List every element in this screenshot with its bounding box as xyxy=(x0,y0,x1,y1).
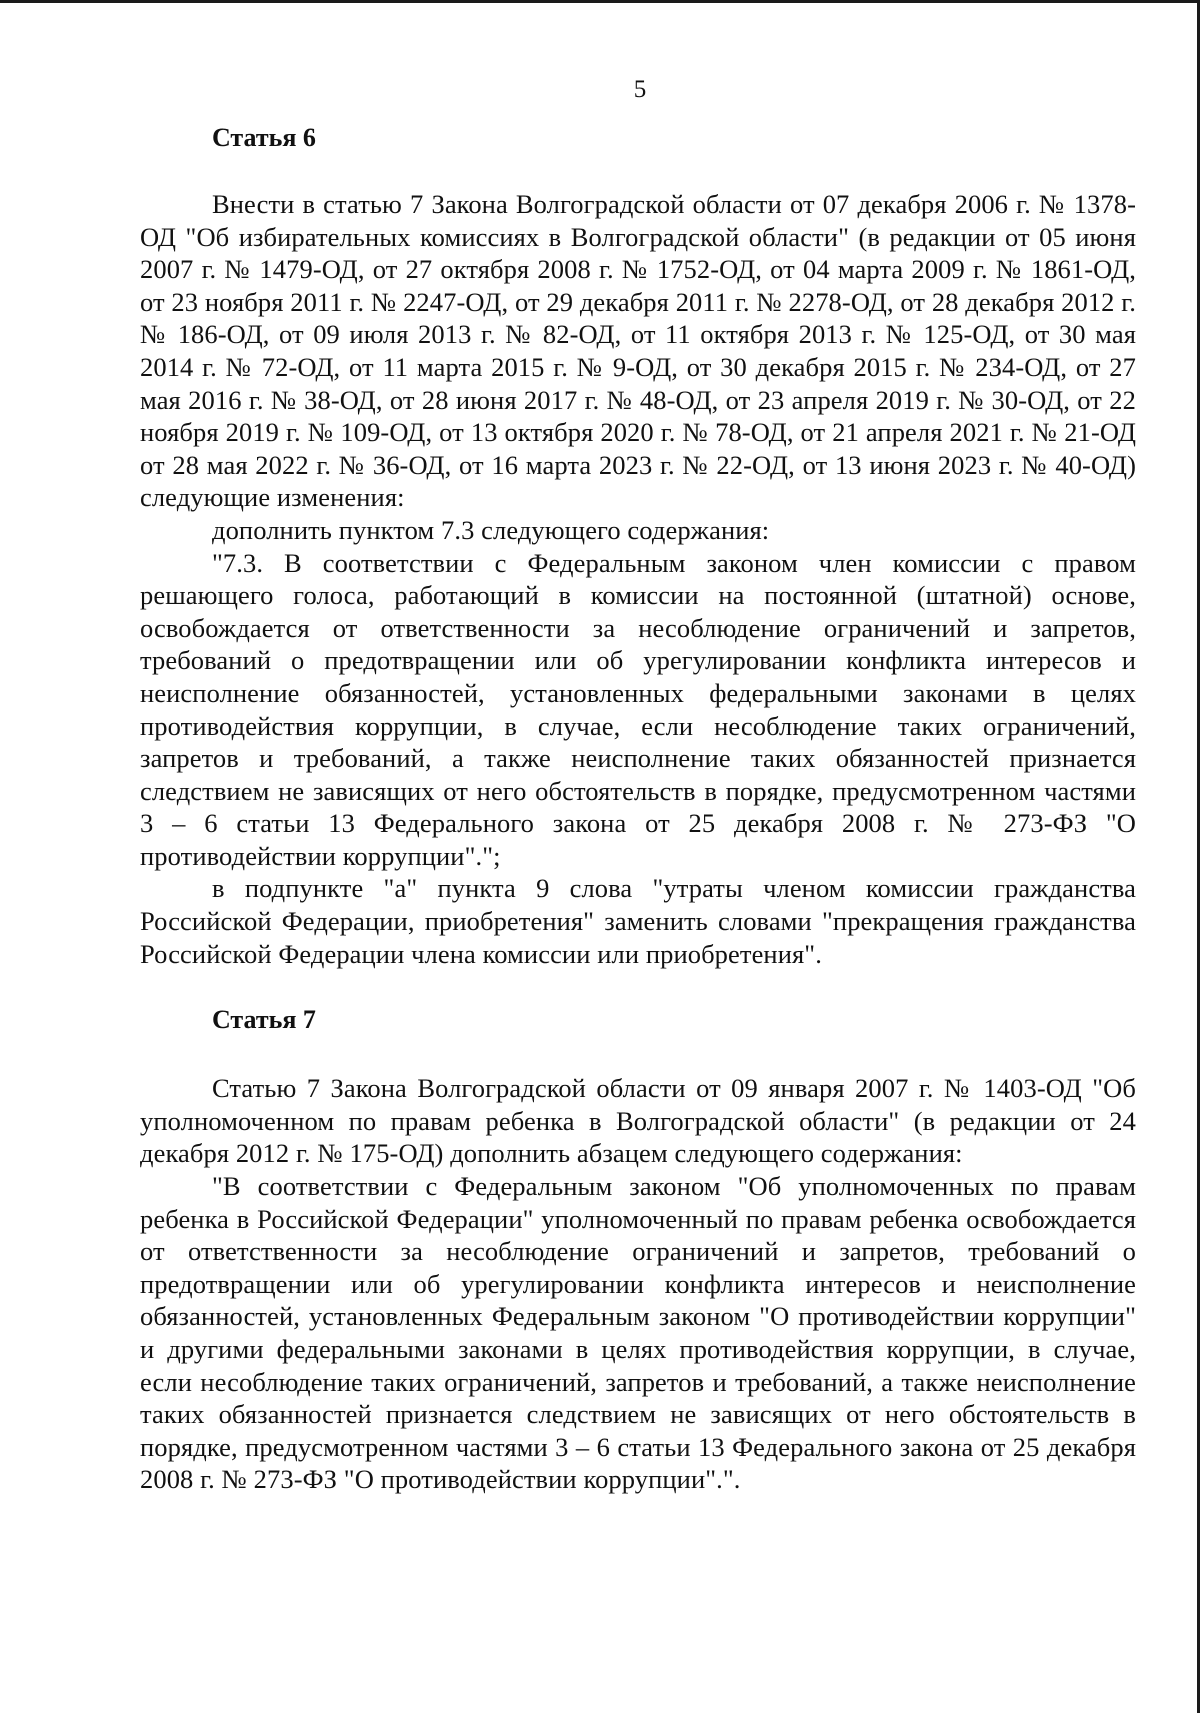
article-7-paragraph: Статью 7 Закона Волгоградской области от 09 января 2007 г. № 1403-ОД "Об уполномоченном по правам ребенка в Волгоградской области" (в редакции от 24 декабря 2012 г. № 175-ОД) дополнить абзацем следующего содержания: xyxy=(140,1073,1136,1169)
scan-edge-top xyxy=(0,0,1200,3)
article-6-paragraph: "7.3. В соответствии с Федеральным законом член комиссии с правом решающего голоса, работающий в комиссии на постоянной (штатной) основе, освобождается от ответственности за несоблюдение ограничений и запретов, требований о предотвращении или об урегулировании конфликта интересов и неисполнение обязанностей, установленных федеральными законами в целях противодействия коррупции, в случае, если несоблюдение таких ограничений, запретов и требований, а также неисполнение таких обязанностей признается следствием не зависящих от него обстоятельств в порядке, предусмотренном частями 3 – 6 статьи 13 Федерального закона от 25 декабря 2008 г. № 273-ФЗ "О противодействии коррупции"."; xyxy=(140,547,1136,871)
article-6-paragraph: дополнить пунктом 7.3 следующего содержания: xyxy=(212,514,770,545)
document-body xyxy=(140,112,1136,1496)
article-6-paragraph: в подпункте "а" пункта 9 слова "утраты членом комиссии гражданства Российской Федерации, приобретения" заменить словами "прекращения гражданства Российской Федерации члена комиссии или приобретения". xyxy=(140,873,1136,969)
article-7-paragraph: "В соответствии с Федеральным законом "Об уполномоченных по правам ребенка в Российской Федерации" уполномоченный по правам ребенка освобождается от ответственности за несоблюдение ограничений и запретов, требований о предотвращении или об урегулировании конфликта интересов и неисполнение обязанностей, установленных Федеральным законом "О противодействии коррупции" и другими федеральными законами в целях противодействия коррупции, в случае, если несоблюдение таких ограничений, запретов и требований, а также неисполнение таких обязанностей признается следствием не зависящих от него обстоятельств в порядке, предусмотренном частями 3 – 6 статьи 13 Федерального закона от 25 декабря 2008 г. № 273-ФЗ "О противодействии коррупции".". xyxy=(140,1171,1136,1495)
page-number: 5 xyxy=(633,76,647,103)
article-6-heading: Статья 6 xyxy=(212,123,316,152)
article-7-heading: Статья 7 xyxy=(212,1005,316,1035)
article-6-paragraph: Внести в статью 7 Закона Волгоградской области от 07 декабря 2006 г. № 1378-ОД "Об избирательных комиссиях в Волгоградской области" (в редакции от 05 июня 2007 г. № 1479-ОД, от 27 октября 2008 г. № 1752-ОД, от 04 марта 2009 г. № 1861-ОД, от 23 ноября 2011 г. № 2247-ОД, от 29 декабря 2011 г. № 2278-ОД, от 28 декабря 2012 г. № 186-ОД, от 09 июля 2013 г. № 82-ОД, от 11 октября 2013 г. № 125-ОД, от 30 мая 2014 г. № 72-ОД, от 11 марта 2015 г. № 9-ОД, от 30 декабря 2015 г. № 234-ОД, от 27 мая 2016 г. № 38-ОД, от 28 июня 2017 г. № 48-ОД, от 23 апреля 2019 г. № 30-ОД, от 22 ноября 2019 г. № 109-ОД, от 13 октября 2020 г. № 78-ОД, от 21 апреля 2021 г. № 21-ОД от 28 мая 2022 г. № 36-ОД, от 16 марта 2023 г. № 22-ОД, от 13 июня 2023 г. № 40-ОД) следующие изменения: xyxy=(140,189,1136,513)
